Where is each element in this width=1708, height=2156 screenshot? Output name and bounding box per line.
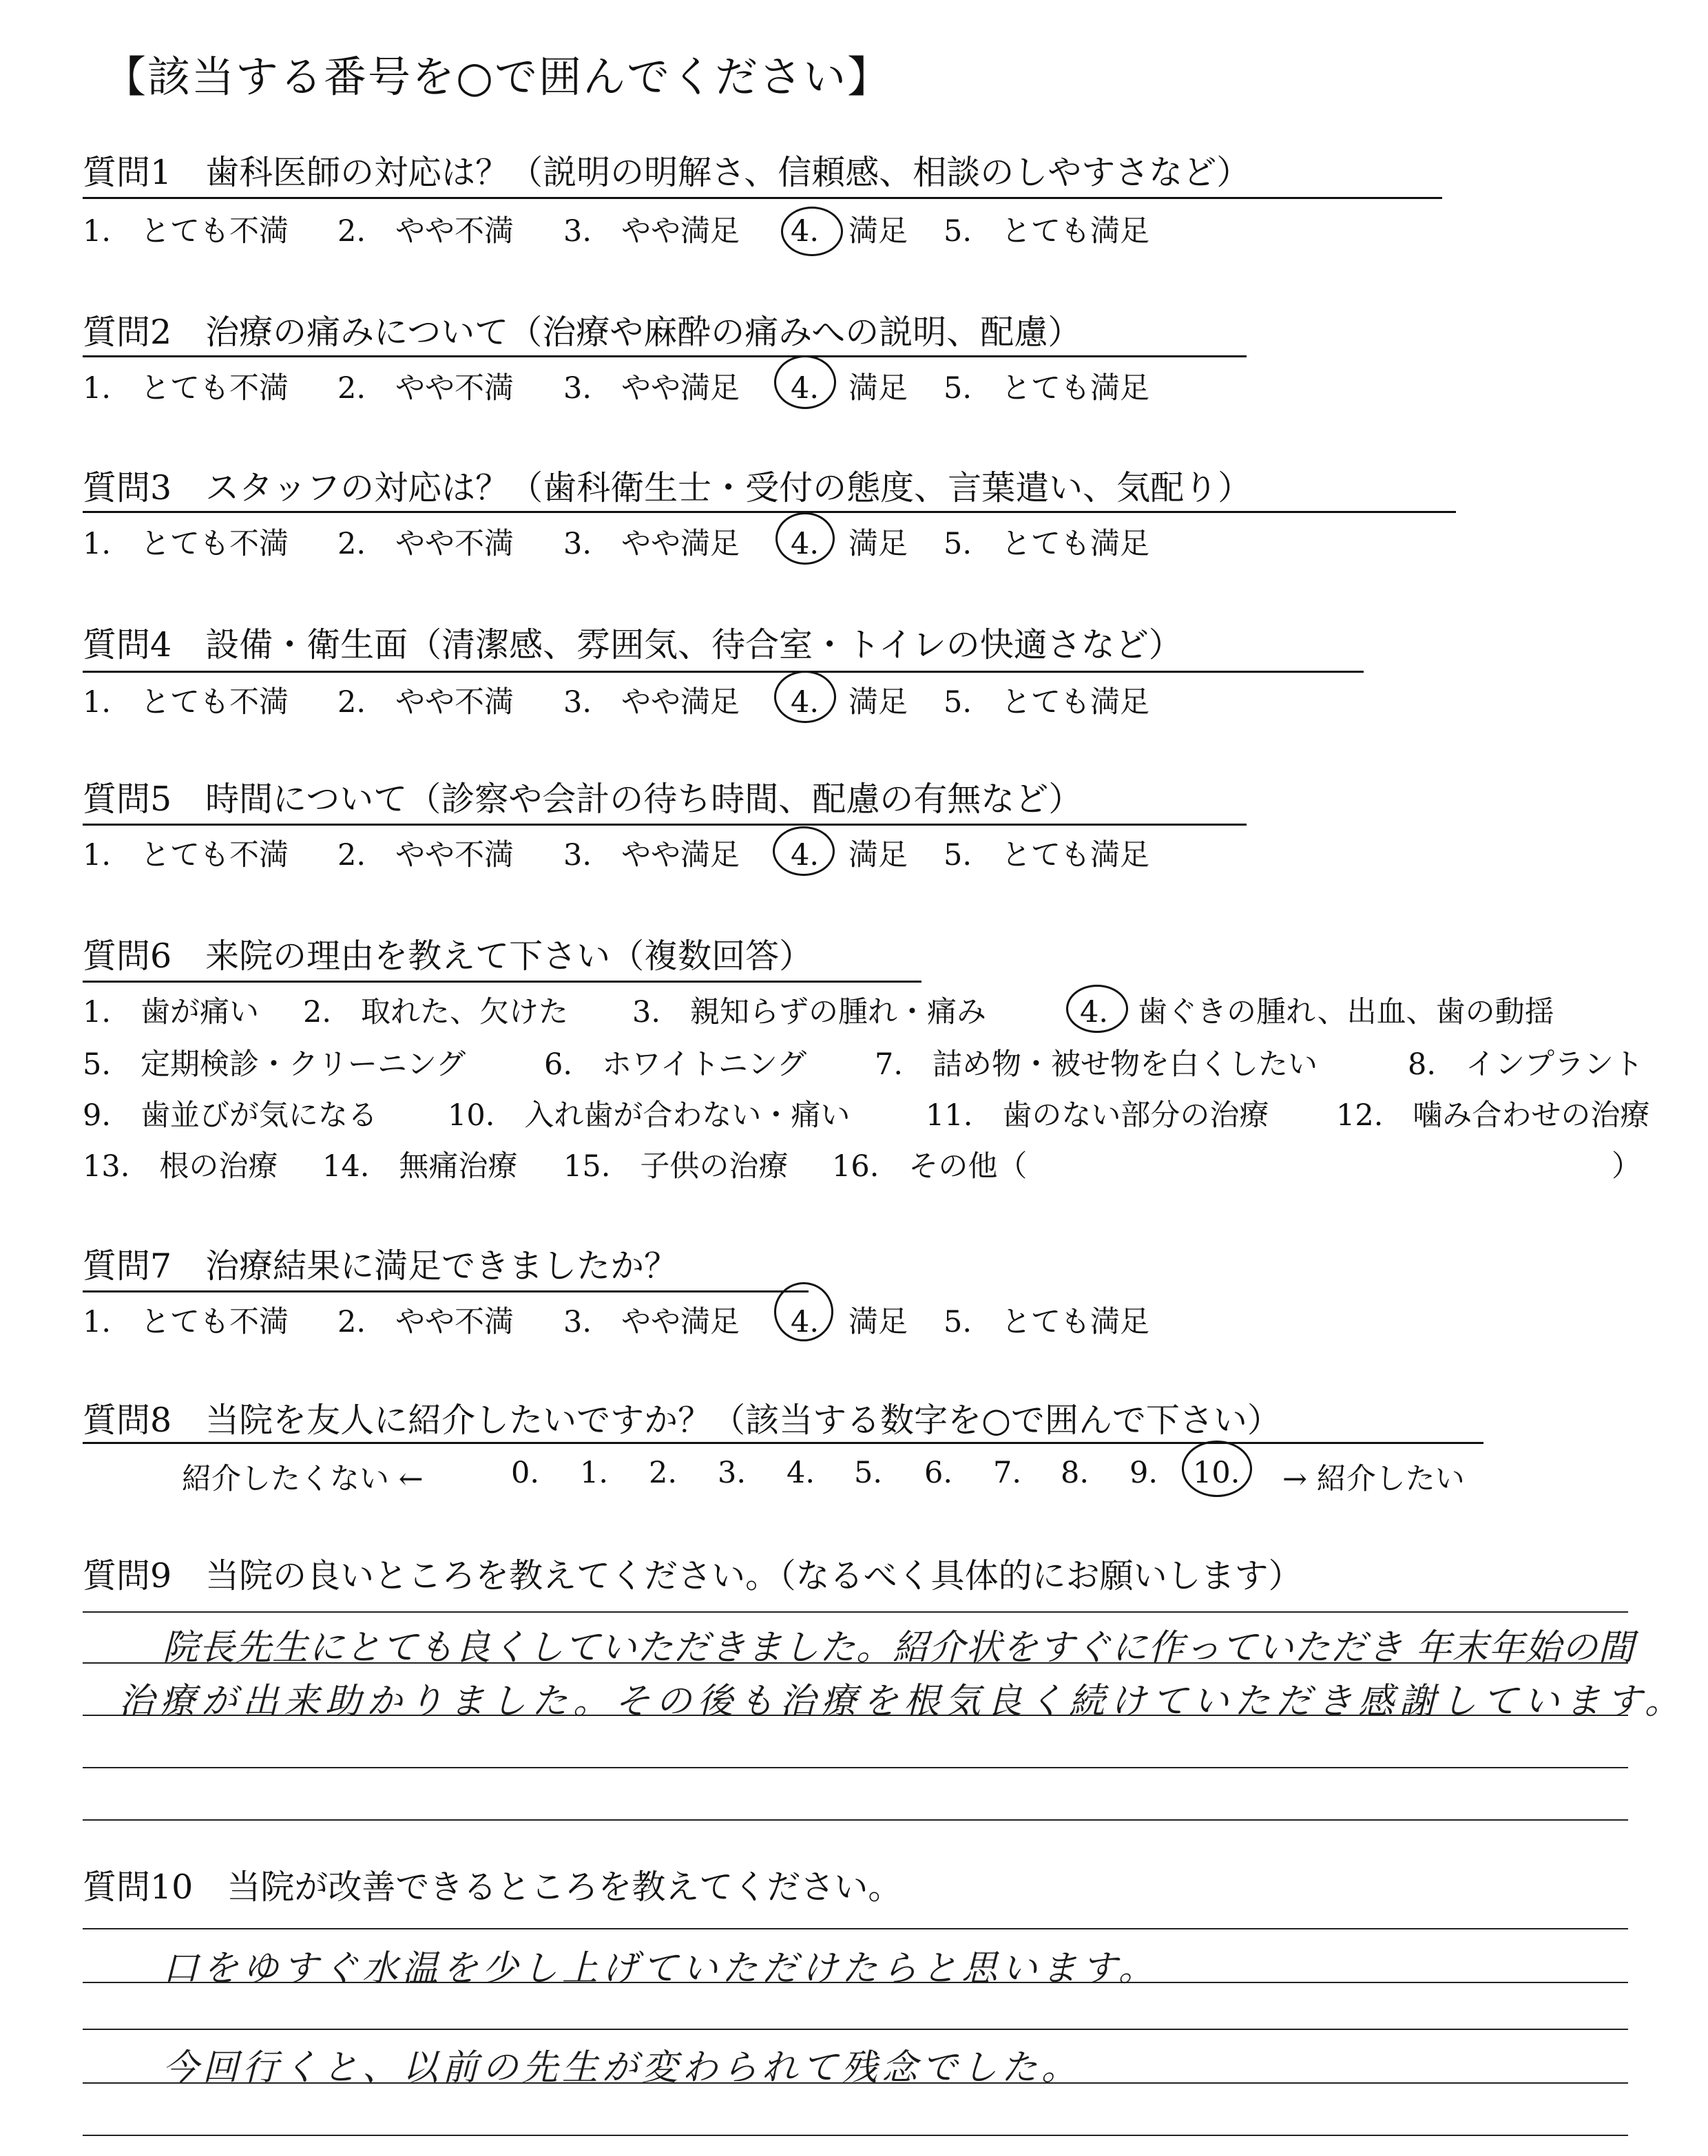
q6-selection-circle	[1066, 985, 1128, 1033]
q6-option-10[interactable]: 10. 入れ歯が合わない・痛い	[448, 1098, 851, 1133]
q8-score-9[interactable]: 9.	[1129, 1456, 1158, 1490]
q5-option-4[interactable]: 4. 満足	[791, 838, 908, 872]
q1-option-4[interactable]: 4. 満足	[791, 214, 908, 249]
q8-left-label: 紹介したくない ←	[182, 1462, 424, 1496]
q7-option-3[interactable]: 3. やや満足	[563, 1305, 740, 1339]
q5-selection-circle	[773, 826, 835, 876]
q7-option-1[interactable]: 1. とても不満	[83, 1305, 289, 1339]
q8-right-label: → 紹介したい	[1282, 1462, 1465, 1496]
question-9-label: 質問9 当院の良いところを教えてください。（なるべく具体的にお願いします）	[83, 1556, 1302, 1595]
q9-writing-line-4	[83, 1767, 1628, 1768]
question-3-underline	[83, 511, 1456, 513]
q1-option-2[interactable]: 2. やや不満	[337, 214, 514, 249]
q10-answer-line-2[interactable]: 今回行くと、以前の先生が変わられて残念でした。	[163, 2047, 1082, 2089]
q4-option-5[interactable]: 5. とても満足	[944, 685, 1150, 720]
question-10-label: 質問10 当院が改善できるところを教えてください。	[83, 1867, 902, 1907]
q4-selection-circle	[774, 671, 836, 723]
q8-score-6[interactable]: 6.	[924, 1456, 953, 1490]
q5-option-5[interactable]: 5. とても満足	[944, 838, 1150, 872]
question-4-underline	[83, 671, 1364, 673]
q9-writing-line-5	[83, 1819, 1628, 1821]
q6-option-4[interactable]: 4. 歯ぐきの腫れ、出血、歯の動揺	[1080, 995, 1554, 1029]
q7-option-4[interactable]: 4. 満足	[791, 1305, 908, 1339]
instruction-heading: 【該当する番号を○で囲んでください】	[103, 52, 892, 102]
q2-selection-circle	[774, 355, 836, 409]
q2-option-1[interactable]: 1. とても不満	[83, 371, 289, 406]
question-3-label: 質問3 スタッフの対応は？（歯科衛生士・受付の態度、言葉遣い、気配り）	[83, 468, 1252, 507]
q4-option-2[interactable]: 2. やや不満	[337, 685, 514, 720]
question-2-underline	[83, 355, 1247, 357]
question-7-underline	[83, 1290, 809, 1292]
q8-score-2[interactable]: 2.	[649, 1456, 678, 1490]
q4-option-3[interactable]: 3. やや満足	[563, 685, 740, 720]
q6-option-5[interactable]: 5. 定期検診・クリーニング	[83, 1047, 466, 1082]
q8-selection-circle	[1182, 1441, 1252, 1497]
q9-writing-line-1	[83, 1611, 1628, 1613]
q6-option-16-close: ）	[1612, 1149, 1641, 1184]
q3-option-1[interactable]: 1. とても不満	[83, 527, 289, 561]
q6-option-3[interactable]: 3. 親知らずの腫れ・痛み	[632, 995, 987, 1029]
q6-option-2[interactable]: 2. 取れた、欠けた	[303, 995, 569, 1029]
q3-option-2[interactable]: 2. やや不満	[337, 527, 514, 561]
question-1-label: 質問1 歯科医師の対応は？（説明の明解さ、信頼感、相談のしやすさなど）	[83, 153, 1251, 192]
q6-option-7[interactable]: 7. 詰め物・被せ物を白くしたい	[875, 1047, 1318, 1082]
q10-answer-line-1[interactable]: 口をゆすぐ水温を少し上げていただけたらと思います。	[163, 1948, 1158, 1989]
q6-option-13[interactable]: 13. 根の治療	[83, 1149, 278, 1184]
q8-score-3[interactable]: 3.	[718, 1456, 747, 1490]
q7-option-2[interactable]: 2. やや不満	[337, 1305, 514, 1339]
q1-option-5[interactable]: 5. とても満足	[944, 214, 1150, 249]
q9-answer-line-1[interactable]: 院長先生にとても良くしていただきました。紹介状をすぐに作っていただき 年末年始の間	[163, 1627, 1635, 1668]
q8-score-4[interactable]: 4.	[787, 1456, 815, 1490]
q8-score-7[interactable]: 7.	[993, 1456, 1022, 1490]
q5-option-2[interactable]: 2. やや不満	[337, 838, 514, 872]
q4-option-4[interactable]: 4. 満足	[791, 685, 908, 720]
q3-option-4[interactable]: 4. 満足	[791, 527, 908, 561]
q6-option-15[interactable]: 15. 子供の治療	[563, 1149, 789, 1184]
question-5-underline	[83, 824, 1247, 826]
q1-option-1[interactable]: 1. とても不満	[83, 214, 289, 249]
q6-option-6[interactable]: 6. ホワイトニング	[544, 1047, 807, 1082]
q10-writing-line-1	[83, 1928, 1628, 1929]
q2-option-2[interactable]: 2. やや不満	[337, 371, 514, 406]
question-6-underline	[83, 981, 921, 983]
q8-score-10[interactable]: 10.	[1193, 1456, 1240, 1490]
q7-option-5[interactable]: 5. とても満足	[944, 1305, 1150, 1339]
q8-score-5[interactable]: 5.	[854, 1456, 883, 1490]
q5-option-1[interactable]: 1. とても不満	[83, 838, 289, 872]
q6-option-16[interactable]: 16. その他（	[832, 1149, 1028, 1184]
question-1-underline	[83, 197, 1442, 199]
q3-selection-circle	[775, 512, 835, 565]
q6-option-11[interactable]: 11. 歯のない部分の治療	[926, 1098, 1269, 1133]
q9-answer-line-2[interactable]: 治療が出来助かりました。その後も治療を根気良く続けていただき感謝しています。	[118, 1681, 1686, 1722]
question-4-label: 質問4 設備・衛生面（清潔感、雰囲気、待合室・トイレの快適さなど）	[83, 625, 1183, 664]
q2-option-3[interactable]: 3. やや満足	[563, 371, 740, 406]
q5-option-3[interactable]: 3. やや満足	[563, 838, 740, 872]
question-8-label: 質問8 当院を友人に紹介したいですか？（該当する数字を○で囲んで下さい）	[83, 1401, 1281, 1440]
question-8-underline	[83, 1442, 1483, 1444]
q8-score-8[interactable]: 8.	[1061, 1456, 1090, 1490]
q6-option-1[interactable]: 1. 歯が痛い	[83, 995, 260, 1029]
q2-option-5[interactable]: 5. とても満足	[944, 371, 1150, 406]
q6-option-12[interactable]: 12. 噛み合わせの治療	[1336, 1098, 1650, 1133]
q8-score-1[interactable]: 1.	[580, 1456, 609, 1490]
question-5-label: 質問5 時間について（診察や会計の待ち時間、配慮の有無など）	[83, 779, 1083, 819]
q1-selection-circle	[781, 207, 843, 256]
q10-writing-line-3	[83, 2029, 1628, 2030]
q3-option-3[interactable]: 3. やや満足	[563, 527, 740, 561]
q1-option-3[interactable]: 3. やや満足	[563, 214, 740, 249]
q6-option-9[interactable]: 9. 歯並びが気になる	[83, 1098, 378, 1133]
q6-option-14[interactable]: 14. 無痛治療	[322, 1149, 518, 1184]
q2-option-4[interactable]: 4. 満足	[791, 371, 908, 406]
question-6-label: 質問6 来院の理由を教えて下さい（複数回答）	[83, 936, 813, 976]
q7-selection-circle	[774, 1282, 833, 1341]
question-7-label: 質問7 治療結果に満足できましたか？	[83, 1246, 678, 1286]
q10-writing-line-5	[83, 2135, 1628, 2136]
q8-score-0[interactable]: 0.	[511, 1456, 540, 1490]
q3-option-5[interactable]: 5. とても満足	[944, 527, 1150, 561]
q6-option-8[interactable]: 8. インプラント	[1408, 1047, 1644, 1082]
question-2-label: 質問2 治療の痛みについて（治療や麻酔の痛みへの説明、配慮）	[83, 313, 1082, 352]
q4-option-1[interactable]: 1. とても不満	[83, 685, 289, 720]
